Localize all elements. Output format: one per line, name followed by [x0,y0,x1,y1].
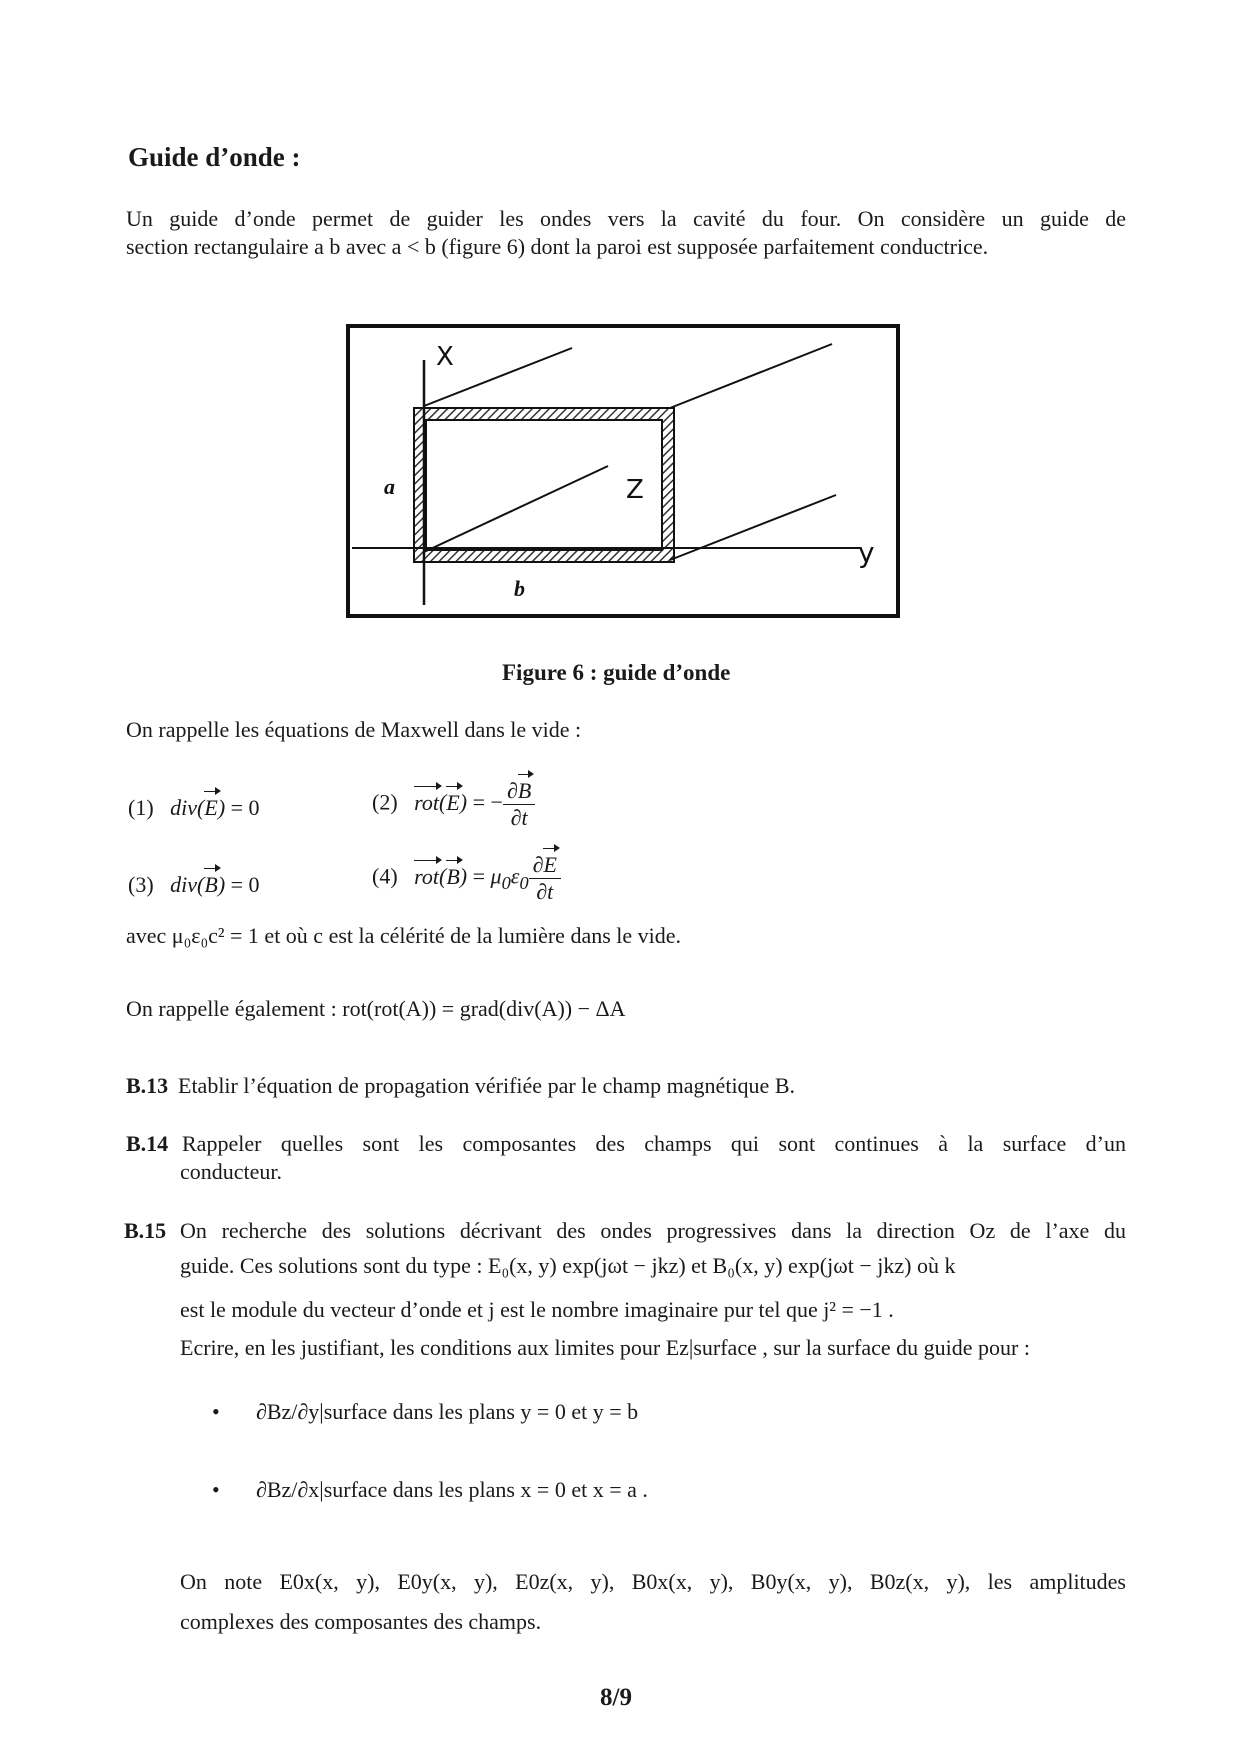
equation-3: (3) div(B) = 0 [128,872,260,897]
note-line-1: On note E0x(x, y), E0y(x, y), E0z(x, y), B0x(x, y), B0y(x, y), B0z(x, y), les amplitudes [180,1569,1126,1594]
equation-2: (2) rot(E) = − $\frac{\partial B}{\partial t}$ [372,778,535,831]
axis-label-x: X [436,342,454,372]
question-b13-text: Etablir l’équation de propagation vérifiée par le champ magnétique B. [178,1073,795,1098]
question-b15-label: B.15 [124,1218,167,1243]
bullet-item-1: • ∂Bz/∂y|surface dans les plans y = 0 et y = b [256,1398,638,1426]
figure-caption: Figure 6 : guide d’onde [502,660,731,685]
bullet-item-2: • ∂Bz/∂x|surface dans les plans x = 0 et x = a . [256,1476,648,1504]
question-b15-line-1: On recherche des solutions décrivant des ondes progressives dans la direction Oz de l’axe du [180,1218,1126,1243]
equation-1: (1) div(E) = 0 [128,795,260,820]
question-b14-line-2: conducteur. [180,1159,283,1184]
dim-label-a: a [384,474,395,499]
maxwell-intro: On rappelle les équations de Maxwell dans le vide : [126,717,582,742]
waveguide-figure [340,320,910,620]
equation-4: (4) $rot(B) = \mu_0\varepsilon_0$ $\frac{\partial E}{\partial t}$ [372,852,561,905]
question-b13-label: B.13 [126,1073,169,1098]
dim-label-b: b [514,576,525,601]
intro-line-1: Un guide d’onde permet de guider les ondes vers la cavité du four. On considère un guide de [126,206,1126,231]
question-b15-line-2: guide. Ces solutions sont du type : E₀(x, y) exp(jωt − jkz) et B₀(x, y) exp(jωt − jkz) où k [180,1253,956,1278]
question-b14-line-1: Rappeler quelles sont les composantes des champs qui sont continues à la surface d’un [182,1131,1126,1156]
rappel-line: On rappelle également : rot(rot(A)) = grad(div(A)) − ΔA [126,996,626,1021]
avec-line: avec μ₀ε₀c² = 1 et où c est la célérité de la lumière dans le vide. [126,923,682,948]
page-number: 8/9 [600,1684,632,1711]
question-b14-label: B.14 [126,1131,169,1156]
section-title: Guide d’onde : [128,142,301,172]
question-b15-line-4: Ecrire, en les justifiant, les conditions aux limites pour Ez|surface , sur la surface du guide pour : [180,1335,1030,1360]
axis-label-y: y [858,536,875,569]
note-line-2: complexes des composantes des champs. [180,1609,542,1634]
question-b15-line-3: est le module du vecteur d’onde et j est le nombre imaginaire pur tel que j² = −1 . [180,1297,894,1322]
intro-line-2: section rectangulaire a b avec a < b (figure 6) dont la paroi est supposée parfaitement conductrice. [126,234,989,259]
axis-label-z: Z [626,475,644,505]
